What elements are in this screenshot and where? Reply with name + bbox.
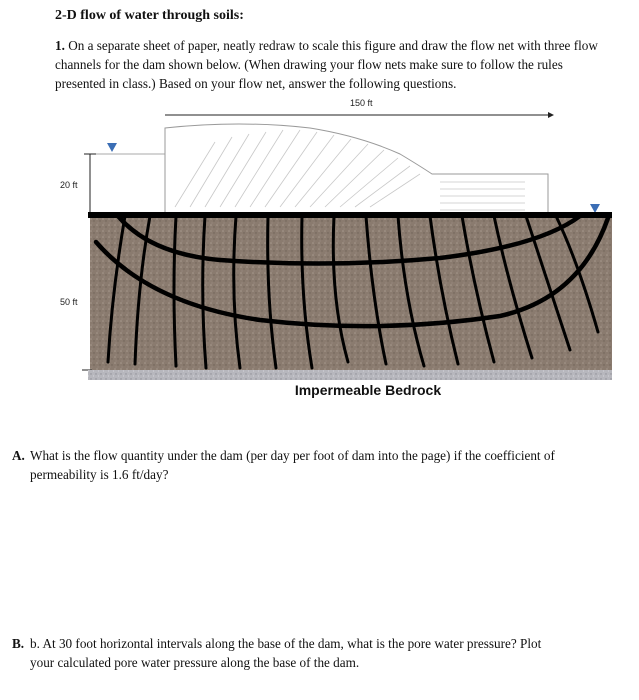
question-1 — [55, 36, 615, 93]
dam-body — [165, 124, 548, 214]
question-a-line-2: permeability is 1.6 ft/day? — [30, 467, 169, 482]
depth-dimension-label: 50 ft — [60, 297, 78, 307]
head-dimension-label: 20 ft — [60, 180, 78, 190]
question-a-letter: A. — [12, 448, 25, 463]
question-b-letter: B. — [12, 636, 25, 651]
question-a — [12, 446, 622, 484]
dam-base-line — [88, 212, 612, 218]
upstream-water-marker — [107, 143, 117, 152]
dam-flow-net-figure — [0, 92, 639, 404]
section-heading: 2-D flow of water through soils: — [55, 8, 244, 23]
width-dimension-label: 150 ft — [350, 98, 373, 108]
question-1-number: 1. — [55, 38, 65, 53]
bedrock-label: Impermeable Bedrock — [294, 382, 442, 398]
question-1-text: On a separate sheet of paper, neatly redraw to scale this figure and draw the flow net with three flow channels for the dam shown below. (When drawing your flow nets make sure to follow the rules presented in class.) Based on your flow net, answer the following questions. — [55, 38, 598, 91]
dam-diagram — [0, 92, 639, 404]
downstream-water-marker — [590, 204, 600, 213]
question-b-line-2: your calculated pore water pressure along the base of the dam. — [30, 655, 360, 670]
question-a-line-1: What is the flow quantity under the dam (per day per foot of dam into the page) if the coefficient of — [30, 448, 555, 463]
question-b-line-1: b. At 30 foot horizontal intervals along the base of the dam, what is the pore water pressure? Plot — [30, 636, 542, 651]
dimension-arrow-head — [548, 112, 554, 118]
question-b — [12, 634, 622, 672]
impermeable-bedrock — [88, 370, 612, 380]
